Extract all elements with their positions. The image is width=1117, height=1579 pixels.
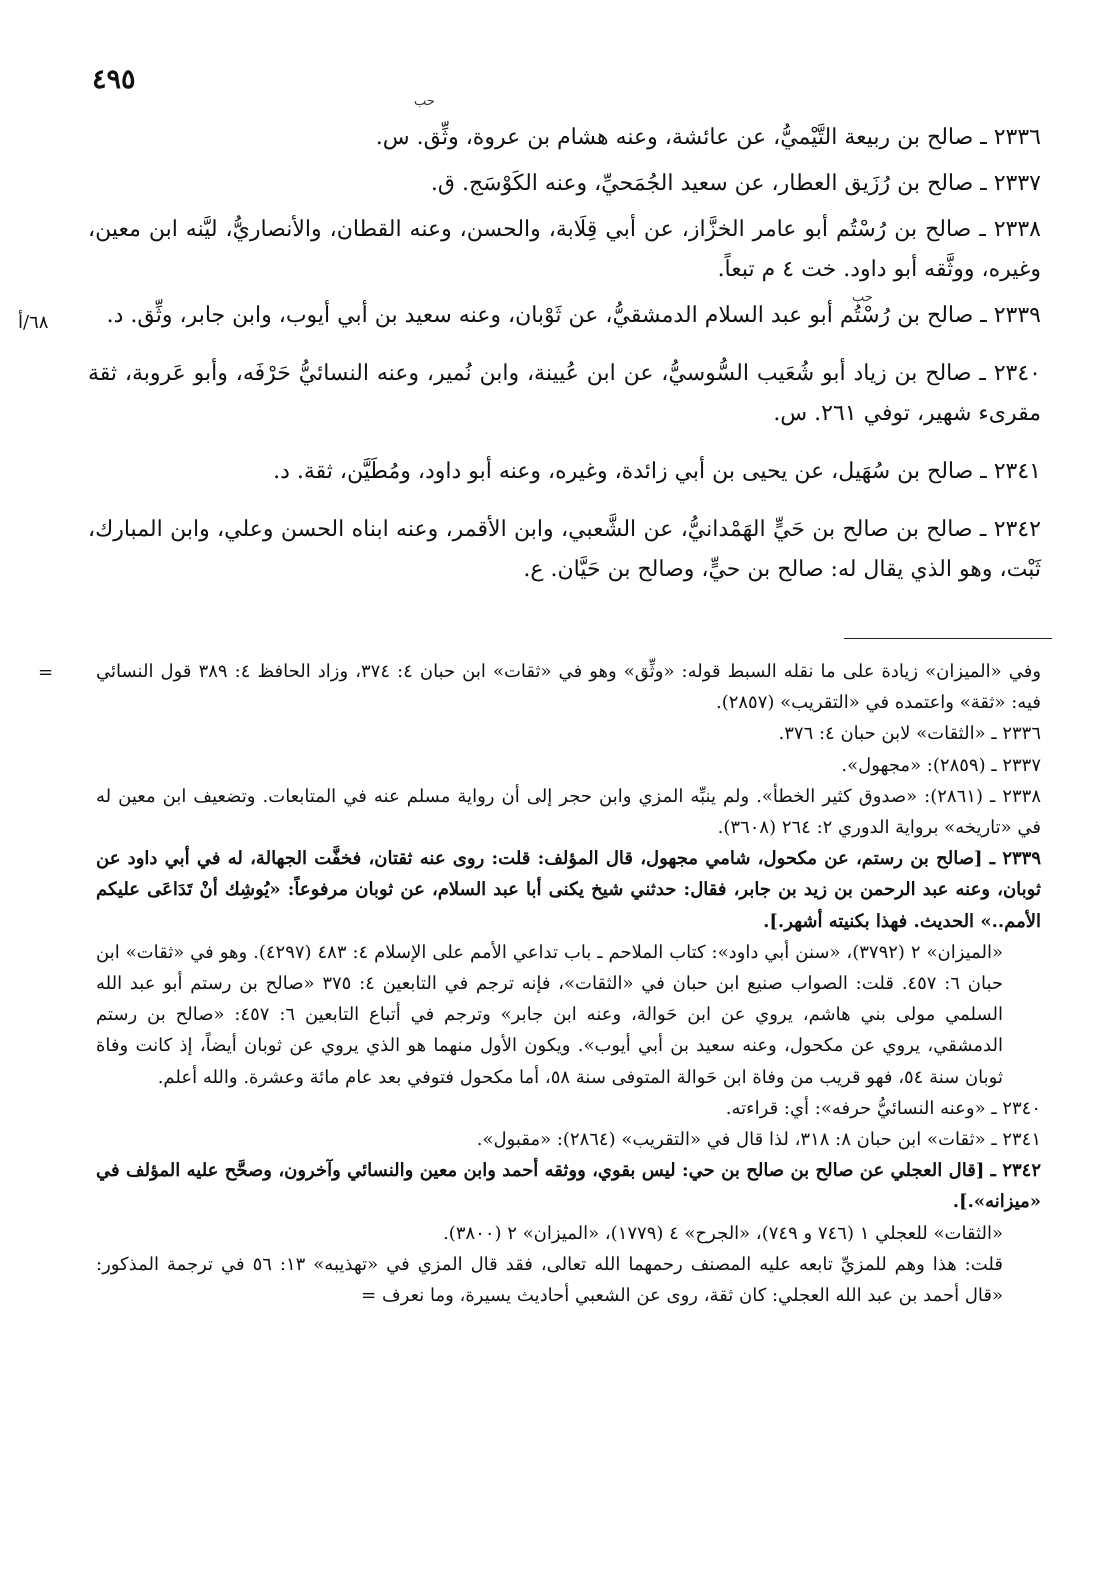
footnotes	[96, 656, 1041, 1311]
page-number: ٤٩٥	[92, 64, 136, 95]
entry-2339: ٢٣٣٩ ـ صالح بن رُسْتُم أبو عبد السلام الدمشقيُّ، عن ثَوْبان، وعنه سعيد بن أبي أيوب، وابن جابر، وثِّق. د.	[106, 303, 1041, 328]
entry-2342: ٢٣٤٢ ـ صالح بن صالح بن حَيٍّ الهَمْدانيُّ، عن الشَّعبي، وابن الأقمر، وعنه ابناه الحسن وعلي، وابن المبارك، ثَبْت، وهو الذي يقال له: صالح بن حيٍّ، وصالح بن حَيَّان. ع.	[88, 517, 1041, 582]
footnote-2342-body: قلت: هذا وهم للمزيِّ تابعه عليه المصنف رحمهما الله تعالى، فقد قال المزي في «تهذيبه» ١٣: ٥٦ في ترجمة المذكور: «قال أحمد بن عبد الله العجلي: كان ثقة، روى عن الشعبي أحاديث يسيرة، وما نعرف =	[96, 1253, 1003, 1307]
footnote-2337: ٢٣٣٧ ـ (٢٨٥٩): «مجهول».	[841, 754, 1041, 776]
footnote-2339-body: «الميزان» ٢ (٣٧٩٢)، «سنن أبي داود»: كتاب الملاحم ـ باب تداعي الأمم على الإسلام ٤: ٤٨٣ (٤٢٩٧). وهو في «ثقات» ابن حبان ٦: ٤٥٧. قلت: الصواب صنيع ابن حبان في «الثقات»، فإنه ترجم في التابعين ٤: ٣٧٥ «صالح بن رستم أبو عبد الله السلمي مولى بني هاشم، يروي عن ابن حَوالة، وعنه ابن جابر» وترجم في أتباع التابعين ٦: ٤٥٧: «صالح بن رستم الدمشقي، يروي عن مكحول، وعنه سعيد بن أبي أيوب». ويكون الأول منهما هو الذي يروي عن ثوبان أيضاً، إذ كانت وفاة ثوبان سنة ٥٤، فهو قريب من وفاة ابن حَوالة المتوفى سنة ٥٨، أما مكحول فتوفي بعد عام مائة وعشرة. والله أعلم.	[96, 941, 1003, 1088]
footnote-divider	[844, 638, 1052, 639]
footnote-2336: ٢٣٣٦ ـ «الثقات» لابن حبان ٤: ٣٧٦.	[778, 723, 1041, 745]
main-text	[88, 118, 1041, 596]
entry-2338: ٢٣٣٨ ـ صالح بن رُسْتُم أبو عامر الخزَّاز، عن أبي قِلَابة، والحسن، وعنه القطان، والأنصاريُّ، ليَّنه ابن معين، وغيره، ووثَّقه أبو داود. خت ٤ م تبعاً.	[88, 217, 1041, 282]
footnote-2342-refs: «الثقات» للعجلي ١ (٧٤٦ و ٧٤٩)، «الجرح» ٤ (١٧٧٩)، «الميزان» ٢ (٣٨٠٠).	[443, 1222, 1003, 1244]
footnote-2342-quote: ٢٣٤٢ ـ [قال العجلي عن صالح بن صالح بن حي: ليس بقوي، ووثقه أحمد وابن معين والنسائي وآخرون، وصحَّح عليه المؤلف في «ميزانه».].	[96, 1160, 1041, 1213]
folio-reference: ٦٨/أ	[18, 312, 49, 333]
margin-annotation: حب	[852, 290, 873, 305]
continuation-mark: =	[38, 662, 54, 683]
margin-annotation: حب	[414, 94, 435, 109]
footnote-2341: ٢٣٤١ ـ «ثقات» ابن حبان ٨: ٣١٨، لذا قال في «التقريب» (٢٨٦٤): «مقبول».	[476, 1129, 1041, 1151]
entry-2340: ٢٣٤٠ ـ صالح بن زياد أبو شُعَيب السُّوسيُّ، عن ابن عُيينة، وابن نُمير، وعنه النسائيُّ حَرْفَه، وأبو عَروبة، ثقة مقرىء شهير، توفي ٢٦١. س.	[88, 361, 1041, 426]
entry-2336: ٢٣٣٦ ـ صالح بن ربيعة التَّيْميُّ، عن عائشة، وعنه هشام بن عروة، وثِّق. س.	[375, 125, 1041, 150]
footnote-intro: وفي «الميزان» زيادة على ما نقله السبط قوله: «وثِّق» وهو في «ثقات» ابن حبان ٤: ٣٧٤، وزاد الحافظ ٤: ٣٨٩ قول النسائي فيه: «ثقة» واعتمده في «التقريب» (٢٨٥٧).	[96, 661, 1042, 714]
footnote-2340: ٢٣٤٠ ـ «وعنه النسائيُّ حرفه»: أي: قراءته.	[725, 1097, 1041, 1119]
entry-2341: ٢٣٤١ ـ صالح بن سُهَيل، عن يحيى بن أبي زائدة، وغيره، وعنه أبو داود، ومُطَيَّن، ثقة. د.	[273, 459, 1041, 484]
footnote-2338: ٢٣٣٨ ـ (٢٨٦١): «صدوق كثير الخطأ». ولم ينبِّه المزي وابن حجر إلى أن رواية مسلم عنه في المتابعات. وتضعيف ابن معين له في «تاريخه» برواية الدوري ٢: ٢٦٤ (٣٦٠٨).	[96, 785, 1041, 839]
footnote-2339-quote: ٢٣٣٩ ـ [صالح بن رستم، عن مكحول، شامي مجهول، قال المؤلف: قلت: روى عنه ثقتان، فخفَّت الجهالة، له في أبي داود عن ثوبان، وعنه عبد الرحمن بن زيد بن جابر، فقال: حدثني شيخ يكنى أبا عبد السلام، عن ثوبان مرفوعاً: «يُوشِك أنْ تَدَاعَى عليكم الأمم..» الحديث. فهذا بكنيته أشهر.].	[96, 848, 1041, 932]
entry-2337: ٢٣٣٧ ـ صالح بن رُزَيق العطار، عن سعيد الجُمَحيِّ، وعنه الكَوْسَج. ق.	[430, 171, 1041, 196]
